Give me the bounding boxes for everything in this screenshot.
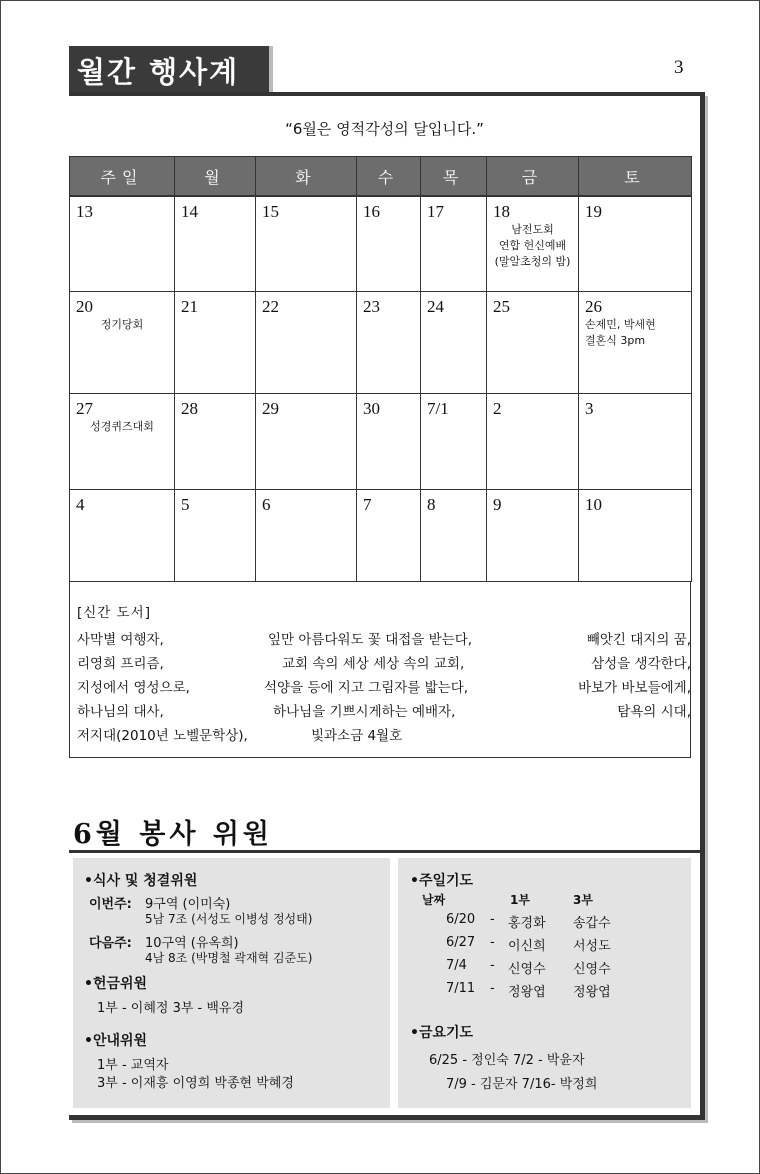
book-row	[77, 700, 691, 722]
this-week-team: 5남 7조 (서성도 이병성 정성태)	[145, 912, 313, 926]
book-title: 석양을 등에 지고 그림자를 밟는다,	[264, 680, 469, 696]
calendar-day-cell	[70, 196, 175, 292]
book-title: 지성에서 영성으로,	[77, 680, 190, 696]
monthly-calendar	[69, 156, 692, 582]
book-row	[77, 724, 691, 746]
calendar-day-cell	[256, 196, 357, 292]
day-number: 5	[181, 495, 190, 514]
day-number: 14	[181, 202, 198, 221]
calendar-day-cell	[579, 292, 692, 394]
calendar-day-cell	[70, 490, 175, 582]
day-number: 4	[76, 495, 85, 514]
next-week-group: 10구역 (유옥희)	[145, 936, 239, 951]
calendar-event: 연합 헌신예배	[498, 239, 567, 252]
frame-top-rule	[69, 92, 705, 96]
usher-line: 3부 - 이재흥 이영희 박종현 박혜경	[97, 1076, 294, 1091]
calendar-week-row	[70, 394, 692, 490]
day-number: 20	[76, 297, 93, 316]
weekday-label: 수	[357, 157, 421, 197]
calendar-day-cell	[421, 196, 487, 292]
calendar-day-cell	[487, 196, 579, 292]
day-number: 24	[427, 297, 444, 316]
weekday-header-row	[70, 157, 692, 197]
book-title: 사막별 여행자,	[77, 632, 164, 648]
day-number: 15	[262, 202, 279, 221]
day-number: 8	[427, 495, 436, 514]
calendar-event: 남전도회	[511, 223, 554, 236]
frame-shadow-bottom	[72, 1120, 708, 1123]
calendar-event: 손제민, 박세현	[585, 318, 656, 331]
prayer-date: 6/27	[446, 935, 476, 950]
prayer-first-service: 홍경화	[508, 916, 546, 931]
calendar-day-cell	[256, 394, 357, 490]
book-title: 저지대(2010년 노벨문학상),	[77, 728, 248, 744]
day-number: 16	[363, 202, 380, 221]
weekday-label: 월	[175, 157, 256, 197]
book-title: 빼앗긴 대지의 꿈,	[586, 632, 691, 648]
day-number: 29	[262, 399, 279, 418]
day-number: 21	[181, 297, 198, 316]
day-number: 18	[493, 202, 510, 221]
service-section-title: 6월 봉사 위원	[73, 819, 273, 850]
day-number: 23	[363, 297, 380, 316]
calendar-event: 성경퀴즈대회	[90, 420, 154, 433]
weekday-label: 목	[421, 157, 487, 197]
book-row	[77, 628, 691, 650]
book-title: 잎만 아름다워도 꽃 대접을 받는다,	[268, 632, 473, 648]
prayer-third-service: 송갑수	[573, 916, 611, 931]
offering-line: 1부 - 이혜정 3부 - 백유경	[97, 1001, 245, 1016]
day-number: 7/1	[427, 399, 449, 418]
book-title: 삼성을 생각한다,	[591, 656, 691, 672]
prayer-col-3: 3부	[573, 893, 593, 907]
frame-shadow-right	[705, 96, 708, 1120]
day-number: 22	[262, 297, 279, 316]
usher-line: 1부 - 교역자	[97, 1058, 169, 1073]
book-row	[77, 652, 691, 674]
calendar-day-cell	[421, 292, 487, 394]
prayer-col-1: 1부	[510, 893, 530, 907]
calendar-day-cell	[256, 292, 357, 394]
next-week-team: 4남 8조 (박명철 곽재혁 김준도)	[145, 951, 313, 965]
calendar-day-cell	[357, 490, 421, 582]
day-number: 3	[585, 399, 594, 418]
book-title: 바보가 바보들에게,	[578, 680, 691, 696]
calendar-day-cell	[70, 292, 175, 394]
calendar-day-cell	[487, 490, 579, 582]
calendar-day-cell	[256, 490, 357, 582]
this-week-group: 9구역 (이미숙)	[145, 897, 231, 912]
monthly-motto: “6월은 영적각성의 달입니다.”	[285, 120, 484, 138]
calendar-day-cell	[579, 394, 692, 490]
calendar-day-cell	[487, 292, 579, 394]
calendar-day-cell	[487, 394, 579, 490]
weekday-label: 금	[487, 157, 579, 197]
day-number: 27	[76, 399, 93, 418]
prayer-separator: -	[490, 935, 495, 950]
book-title: 탐욕의 시대,	[617, 704, 691, 720]
book-title: 교회 속의 세상 세상 속의 교회,	[282, 656, 465, 672]
calendar-day-cell	[357, 394, 421, 490]
weekday-label: 토	[579, 157, 692, 197]
friday-prayer-heading: •금요기도	[410, 1025, 474, 1041]
calendar-day-cell	[175, 292, 256, 394]
prayer-third-service: 정왕엽	[573, 985, 611, 1000]
day-number: 2	[493, 399, 502, 418]
book-title: 리영희 프리즘,	[77, 656, 164, 672]
day-number: 17	[427, 202, 444, 221]
prayer-third-service: 서성도	[573, 939, 611, 954]
day-number: 26	[585, 297, 602, 316]
calendar-event: 결혼식 3pm	[585, 334, 646, 347]
page-title: 월간 행사계획	[77, 55, 240, 130]
day-number: 30	[363, 399, 380, 418]
prayer-third-service: 신영수	[573, 962, 611, 977]
prayer-first-service: 신영수	[508, 962, 546, 977]
prayer-separator: -	[490, 912, 495, 927]
day-number: 13	[76, 202, 93, 221]
prayer-col-date: 날짜	[422, 893, 446, 907]
day-number: 10	[585, 495, 602, 514]
calendar-week-row	[70, 292, 692, 394]
new-books-heading: [신간 도서]	[77, 605, 151, 621]
prayer-date: 7/4	[446, 958, 467, 973]
sunday-prayer-heading: •주일기도	[410, 873, 474, 889]
book-title: 하나님의 대사,	[77, 704, 164, 720]
prayer-separator: -	[490, 981, 495, 996]
friday-prayer-line: 6/25 - 정인숙 7/2 - 박윤자	[429, 1053, 585, 1068]
calendar-event: 정기당회	[100, 318, 144, 331]
day-number: 6	[262, 495, 271, 514]
prayer-first-service: 정왕엽	[508, 985, 546, 1000]
service-section-rule	[69, 850, 705, 853]
calendar-day-cell	[357, 292, 421, 394]
calendar-day-cell	[357, 196, 421, 292]
calendar-day-cell	[421, 394, 487, 490]
page-number: 3	[674, 57, 684, 78]
usher-heading: •안내위원	[84, 1033, 148, 1049]
this-week-label: 이번주:	[89, 897, 132, 912]
service-right-panel	[398, 858, 691, 1108]
calendar-day-cell	[579, 490, 692, 582]
meal-heading: •식사 및 청결위원	[84, 873, 198, 889]
day-number: 19	[585, 202, 602, 221]
book-title: 하나님을 기쁘시게하는 예배자,	[273, 704, 456, 720]
calendar-week-row	[70, 196, 692, 292]
book-title: 빛과소금 4월호	[311, 728, 403, 744]
weekday-label: 주일	[70, 157, 175, 197]
calendar-day-cell	[421, 490, 487, 582]
day-number: 9	[493, 495, 502, 514]
section-title-tab	[69, 46, 269, 130]
friday-prayer-line: 7/9 - 김문자 7/16- 박정희	[446, 1077, 598, 1092]
prayer-date: 6/20	[446, 912, 476, 927]
calendar-day-cell	[175, 490, 256, 582]
prayer-first-service: 이신희	[508, 939, 546, 954]
weekday-label: 화	[256, 157, 357, 197]
frame-bottom-rule	[69, 1115, 705, 1120]
calendar-day-cell	[579, 196, 692, 292]
day-number: 28	[181, 399, 198, 418]
frame-right-rule	[700, 92, 705, 1120]
calendar-day-cell	[175, 394, 256, 490]
day-number: 25	[493, 297, 510, 316]
book-row	[77, 676, 691, 698]
new-books-panel	[69, 581, 691, 758]
prayer-separator: -	[490, 958, 495, 973]
prayer-date: 7/11	[446, 981, 476, 996]
service-left-panel	[73, 858, 390, 1108]
offering-heading: •헌금위원	[84, 976, 148, 992]
calendar-week-row	[70, 490, 692, 582]
calendar-event: (말알초청의 밤)	[494, 255, 571, 268]
day-number: 7	[363, 495, 372, 514]
calendar-day-cell	[70, 394, 175, 490]
calendar-day-cell	[175, 196, 256, 292]
next-week-label: 다음주:	[89, 936, 132, 951]
